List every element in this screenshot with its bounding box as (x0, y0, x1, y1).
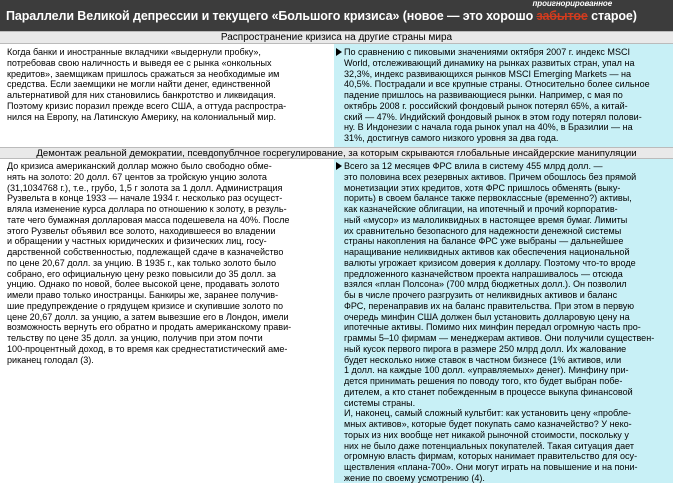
title-overlay-word: проигнорированное (532, 0, 613, 8)
title-bar (0, 0, 673, 31)
arrow-right-icon (336, 48, 342, 56)
section-spread-left-text: Когда банки и иностранные вкладчики «выдернули пробку», потребовав свою наличность и выведя ее с рынка «онкольных кредитов», заемщикам пришлось сражаться за необходимые им средства. Если заемщики не могли найти денег, единственной альтернативой для них становились банкротство и ликвидация. Поэтому кризис поразил прежде всего США, а оттуда распростра- нился на Европу, на Латинскую Америку, на колониальный мир. (0, 44, 334, 147)
page-title (6, 0, 637, 23)
section-spread-right-text: По сравнению с пиковыми значениями октября 2007 г. индекс MSCI World, отслеживающий динамику на рынках развитых стран, упал на 32,3%, индекс развивающихся рынков MSCI Emerging Markets — на 40,5%. Пострадали и все крупные страны. Относительно более сильное падение пришлось на развивающиеся рынки. Например, с мая по октябрь 2008 г. российский фондовый рынок потерял 65%, а китай- ский — 47%. Индийский фондовый рынок в этом году потерял полови- ну. В Индонезии с начала года рынок упал на 40%, в Бразилии — на 31%, достигнув самого низкого уровня за два года. (334, 44, 673, 147)
title-main: Параллели Великой депрессии и текущего «Большого кризиса» (новое — это хорошо (6, 8, 537, 23)
title-struck-word: забытое (536, 8, 588, 23)
arrow-right-icon (336, 162, 342, 170)
title-end: старое) (587, 8, 637, 23)
section-heading-democracy: Демонтаж реальной демократии, псевдопублчное госрегулирование, за которым скрываются глобальные инсайдерские манипуляции (0, 147, 673, 159)
section-democracy-left-text: До кризиса американский доллар можно было свободно обме- нять на золото: 20 долл. 67 центов за тройскую унцию золота (31,1034768 г.), т.е., грубо, 1,5 г золота за 1 долл. Администрация Рузвельта в конце 1933 — начале 1934 г. несколько раз осущест- вляла изменение курса доллара по отношению к золоту, в резуль- тате чего бумажная долларовая масса подешевела на 40%. После этого Рузвельт объявил все золото, находившееся во владении и обращении у частных юридических и физических лиц, госу- дарственной собственностью, подлежащей сдаче в казначейство по цене 20,67 долл. за унцию. В 1935 г., как только золото было собрано, его официальную цену резко повысили до 35 долл. за унцию. Однако по новой, более высокой цене, продавать золото имели право только иностранцы. Банкиры же, заранее получив- шие предупреждение о грядущем кризисе и скупившие золото по цене 20,67 долл. за унцию, а затем вывезшие его в Лондон, имели возможность вернуть его обратно и продать американскому прави- тельству по цене 35 долл. за унцию, получив при этом почти 100-процентный доход, в то время как среднестатистический аме- риканец голодал (3). (0, 159, 334, 483)
section-democracy-right-text: Всего за 12 месяцев ФРС влила в систему 455 млрд долл. — это половина всех резервных активов. Причем обошлось без прямой монетизации этих кредитов, хотя ФРС пришлось обменять (выку- порить) в своем балансе также первоклассные (временно?) активы, как казначейские облигации, на ипотечный и прочий корпоратив- ный «мусор» из малоликвидных в настоящее время бумаг. Лимиты их сравнительно безопасного для надежности денежной системы страны накопления на балансе ФРС уже выбраны — дальнейшее наращивание неликвидных активов как обеспечения национальной валюты угрожает кризисом доверия к доллару. Поэтому что-то вроде предложенного казначейством проекта напрашивалось — отсюда взялся «план Полсона» (700 млрд бюджетных долл.). Он позволил бы в числе прочего разгрузить от неликвидных активов и баланс ФРС, перенаправив их на баланс правительства. При этом в первую очередь минфин США должен был установить долларовую цену на ипотечные активы. Помимо них минфин передал огромную часть про- граммы 5–10 фирмам — менеджерам активов. Они получили существен- ный кусок первого пирога в размере 250 млрд долл. Их жалование будет несколько ниже ставок в частном бизнесе (1% активов, или 1 долл. на каждые 100 долл. «управляемых» денег). Минфину при- дется принимать решения по поводу того, кто будет выбран побе- дителем, а кто станет побежденным в процессе выкупа финансовой системы страны. И, наконец, самый сложный культбит: как установить цену «пробле- мных активов», которые будет покупать само казначейство? У неко- торых из них вообще нет никакой рыночной стоимости, поскольку у них не было даже потенциальных покупателей. Такая ситуация дает огромную власть фирмам, которых нанимает правительство для осу- ществления «плана-700». Они могут играть на повышение и на пони- жение по своему усмотрению (4). (334, 159, 673, 483)
section-heading-spread: Распространение кризиса на другие страны мира (0, 31, 673, 44)
